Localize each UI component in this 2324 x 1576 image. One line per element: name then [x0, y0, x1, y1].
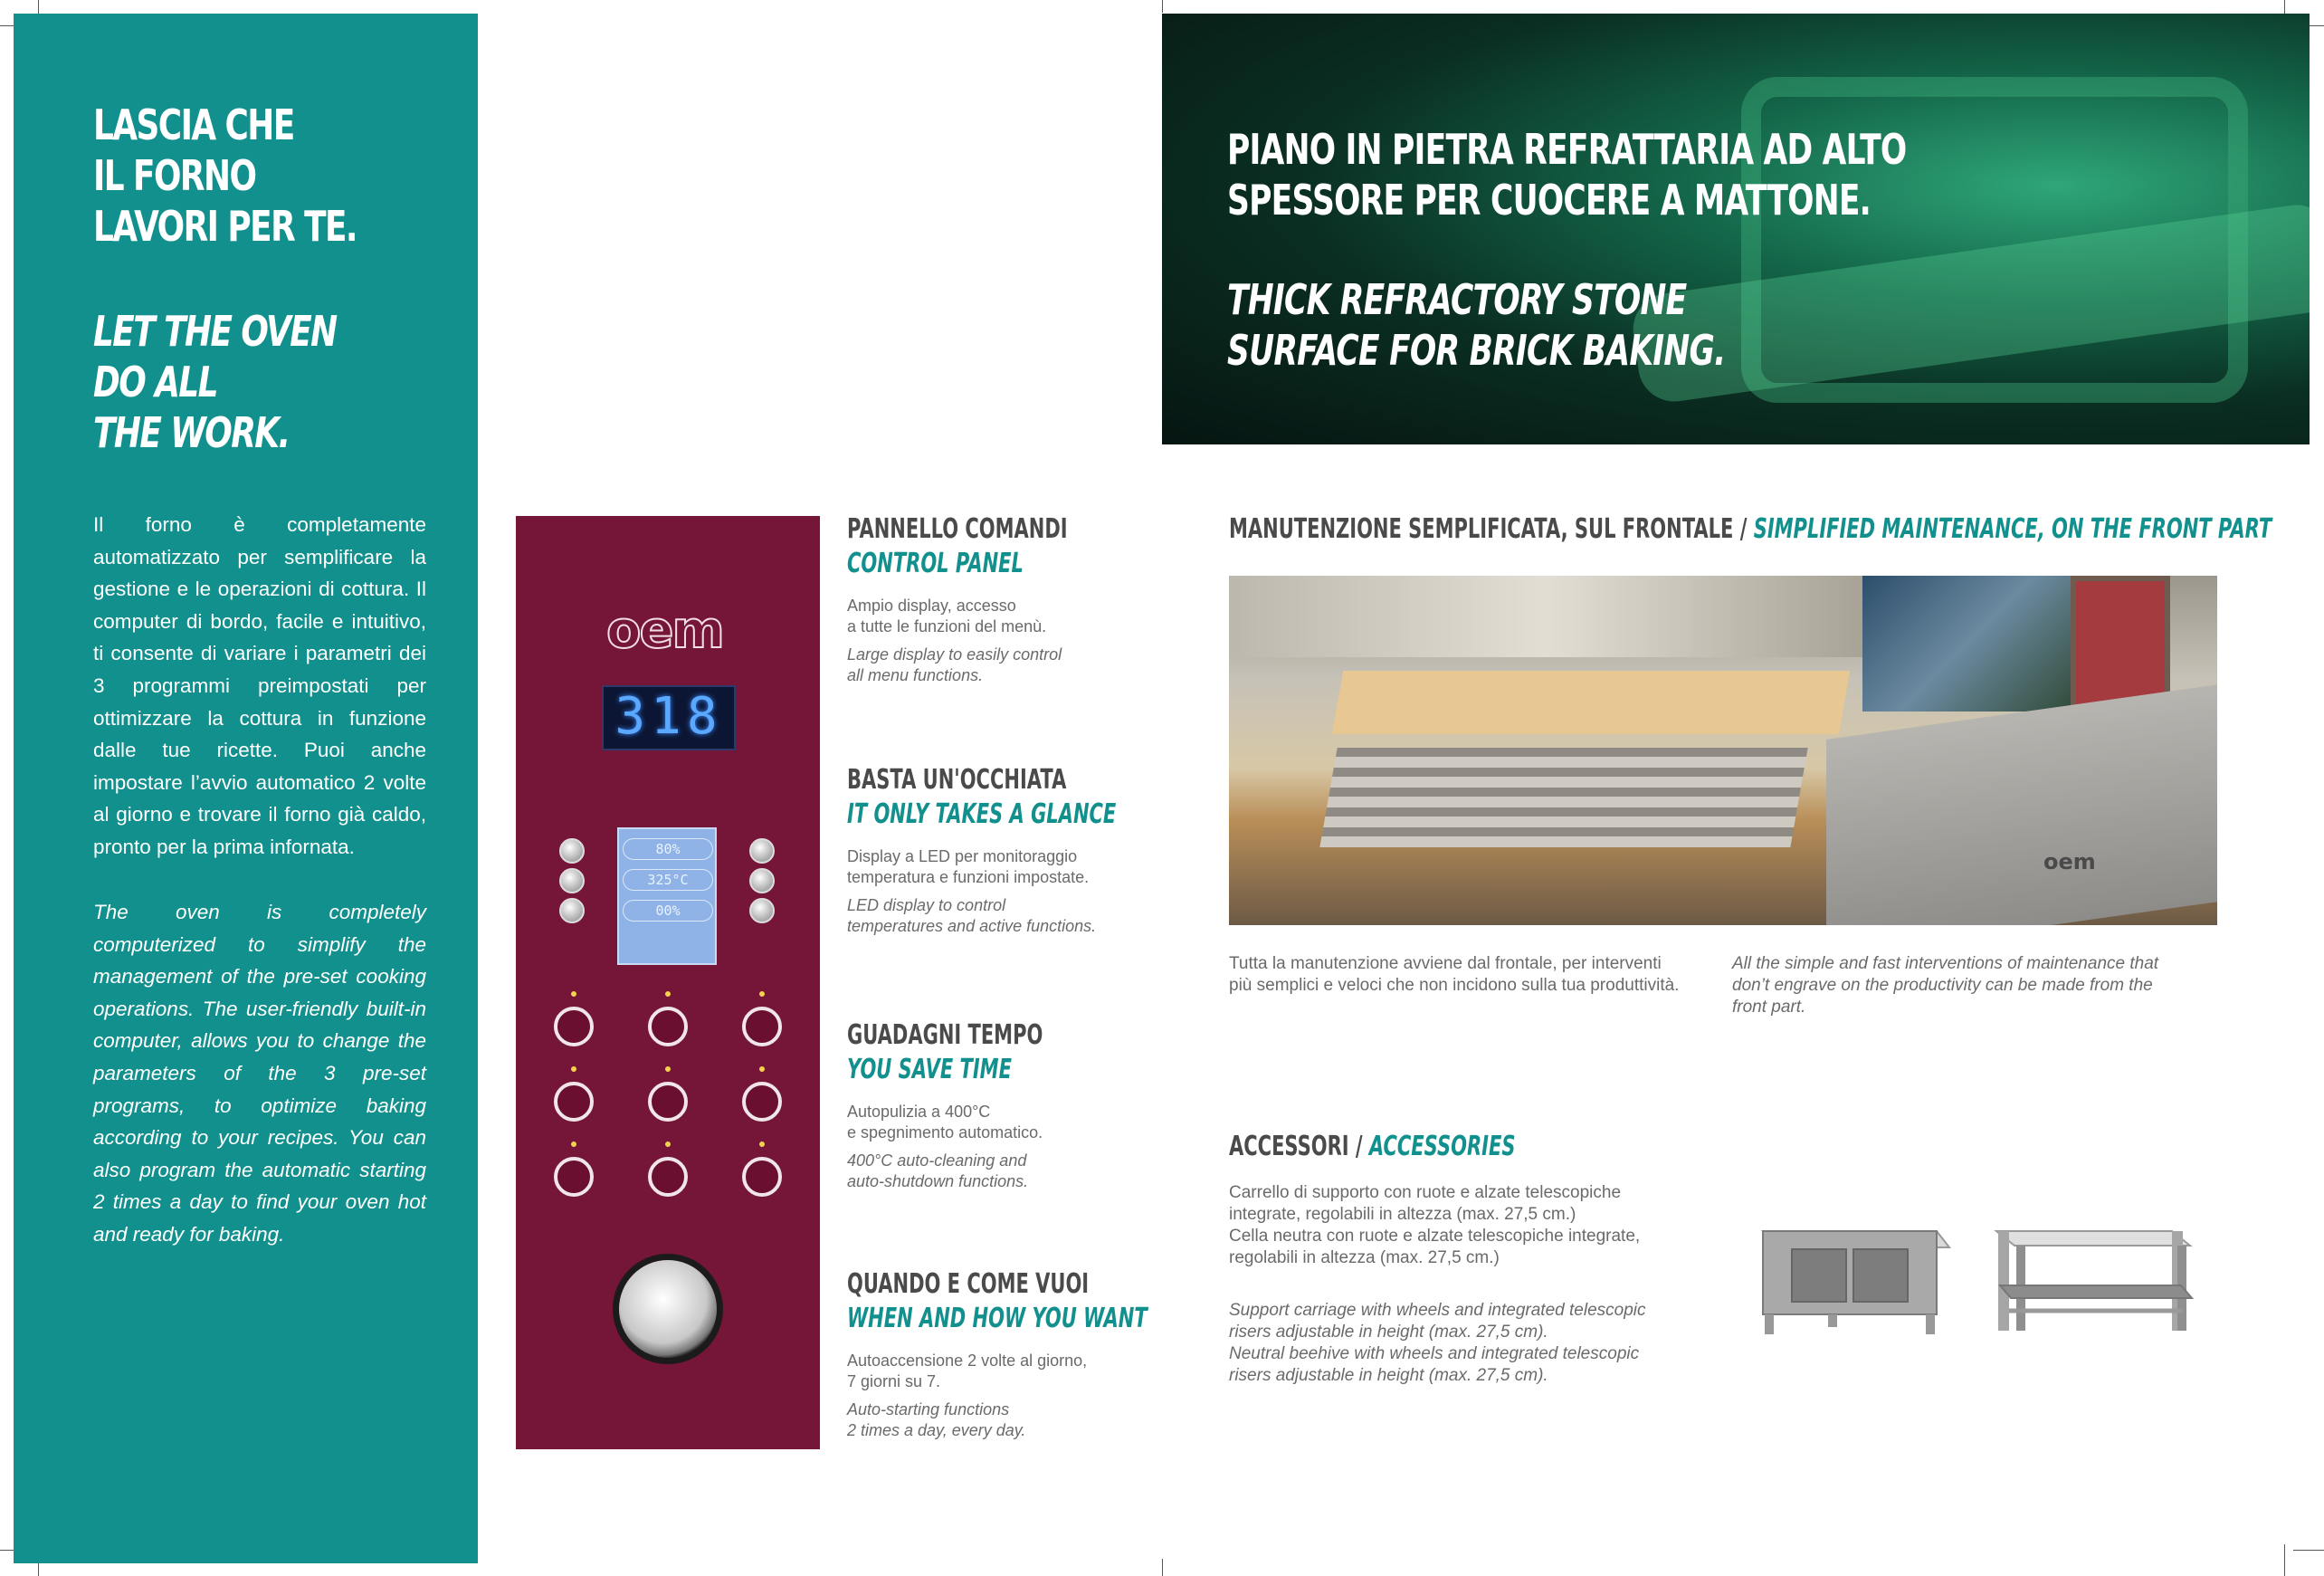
panel-button-small: [749, 838, 775, 864]
maintenance-text-it: Tutta la manutenzione avviene dal frontale, per interventi più semplici e veloci che non incidono sulla tua produttività.: [1229, 954, 1680, 995]
electronics-shape: [1862, 576, 2071, 712]
maintenance-text-en: All the simple and fast interventions of maintenance that don’t engrave on the productivity can be made from the front part.: [1732, 954, 2159, 1017]
neutral-cabinet-image: [1756, 1222, 1955, 1340]
accessories-heading-en: ACCESSORIES: [1368, 1131, 1516, 1162]
panel-button: [742, 1007, 782, 1046]
feature-text-it: Autopulizia a 400°C e spegnimento automatico.: [847, 1103, 1043, 1141]
cabinet-body: [1763, 1231, 1937, 1314]
feature-text-en: LED display to control temperatures and active functions.: [847, 896, 1097, 935]
feature-heading-it: QUANDO E COME VUOI: [847, 1268, 1090, 1300]
indicator-led: [759, 1141, 765, 1147]
feature-glance: [847, 763, 1128, 937]
panel-button: [648, 1007, 688, 1046]
panel-button-small: [559, 898, 585, 923]
feature-text-en: Large display to easily control all menu functions.: [847, 645, 1062, 684]
panel-button: [554, 1007, 594, 1046]
panel-button-small: [559, 838, 585, 864]
control-knob: [619, 1260, 717, 1358]
intro-title-en-line: LET THE OVEN: [93, 307, 337, 356]
feature-heading-it: GUADAGNI TEMPO: [847, 1019, 1043, 1051]
accessories-text-en: Support carriage with wheels and integrated telescopic risers adjustable in height (max. 27,5 cm). Neutral beehive with wheels and integrated telescopic risers adjustable in height (max. 27,5 cm).: [1229, 1301, 1646, 1385]
feature-text-it: Autoaccensione 2 volte al giorno, 7 giorni su 7.: [847, 1352, 1088, 1390]
indicator-led: [665, 1066, 671, 1072]
carriage-top: [1996, 1231, 2190, 1246]
intro-title-it-line: IL FORNO: [93, 151, 256, 200]
feature-heading-en: CONTROL PANEL: [847, 548, 1024, 579]
oven-stone-photo: [1162, 14, 2310, 444]
hero-title-it-line: SPESSORE PER CUOCERE A MATTONE.: [1227, 176, 1871, 224]
feature-heading-it: PANNELLO COMANDI: [847, 513, 1068, 545]
maintenance-heading: [1229, 512, 2272, 547]
maintenance-photo: [1229, 576, 2217, 925]
panel-button: [648, 1082, 688, 1122]
oem-logo: oem: [606, 601, 723, 660]
panel-button-small: [749, 898, 775, 923]
intro-title-en-line: DO ALL: [93, 358, 217, 406]
accessories-text-it: Carrello di supporto con ruote e alzate telescopiche integrate, regolabili in altezza (max. 27,5 cm.) Cella neutra con ruote e alzate telescopiche integrate, regolabili in altezza (max. 27,5 cm.): [1229, 1183, 1641, 1267]
oven-side-shape: [1826, 683, 2217, 925]
control-box-shape: [2071, 576, 2170, 712]
hero-title-en: [1227, 274, 1725, 376]
accessories-heading-it: ACCESSORI: [1229, 1131, 1349, 1162]
crop-mark: [1162, 1559, 1163, 1576]
cabinet-leg: [1765, 1314, 1774, 1334]
panel-button: [554, 1082, 594, 1122]
hero-title-en-line: SURFACE FOR BRICK BAKING.: [1227, 326, 1726, 375]
cabinet-door-left: [1792, 1249, 1846, 1302]
panel-button: [554, 1157, 594, 1197]
intro-title-it-line: LAVORI PER TE.: [93, 202, 357, 251]
lcd-row: 80%: [623, 838, 713, 860]
indicator-led: [665, 991, 671, 997]
feature-text-en: 400°C auto-cleaning and auto-shutdown functions.: [847, 1151, 1029, 1190]
tray-rails-shape: [1319, 748, 1807, 847]
feature-heading-it: BASTA UN'OCCHIATA: [847, 764, 1067, 796]
maintenance-heading-it: MANUTENZIONE SEMPLIFICATA, SUL FRONTALE: [1229, 513, 1734, 545]
cabinet-leg: [1926, 1314, 1935, 1334]
oven-chamber-shape: [1229, 576, 1862, 657]
feature-when-you-want: [847, 1267, 1148, 1441]
feature-control-panel: [847, 512, 1128, 686]
crop-mark: [1162, 0, 1163, 13]
indicator-led: [571, 1141, 576, 1147]
intro-title-it-line: LASCIA CHE: [93, 100, 294, 149]
cabinet-door-right: [1853, 1249, 1908, 1302]
lcd-row: 325°C: [623, 869, 713, 891]
panel-button-small: [559, 868, 585, 893]
heading-separator: /: [1733, 513, 1754, 545]
panel-button: [742, 1082, 782, 1122]
support-carriage-image: [1991, 1222, 2199, 1340]
intro-title-en: [93, 306, 337, 458]
control-panel-image: [516, 516, 820, 1449]
led-display: 318: [602, 685, 736, 750]
cabinet-leg: [1828, 1314, 1837, 1327]
indicator-led: [759, 1066, 765, 1072]
maintenance-heading-en: SIMPLIFIED MAINTENANCE, ON THE FRONT PART: [1753, 513, 2272, 545]
carriage-leg: [1998, 1231, 2009, 1331]
crop-mark: [2293, 1550, 2324, 1551]
oem-badge: oem: [2043, 849, 2096, 874]
hero-title-it: [1227, 124, 1906, 225]
lcd-screen: [617, 827, 717, 965]
intro-title-en-line: THE WORK.: [93, 408, 290, 457]
stone-slab-shape: [1332, 671, 1850, 734]
feature-text-it: Ampio display, accesso a tutte le funzioni del menù.: [847, 597, 1047, 635]
feature-heading-en: IT ONLY TAKES A GLANCE: [847, 798, 1117, 830]
hero-title-it-line: PIANO IN PIETRA REFRATTARIA AD ALTO: [1227, 125, 1907, 174]
heading-separator: /: [1348, 1131, 1369, 1162]
indicator-led: [759, 991, 765, 997]
panel-button: [648, 1157, 688, 1197]
indicator-led: [665, 1141, 671, 1147]
accessories-heading: [1229, 1130, 1515, 1164]
panel-button: [742, 1157, 782, 1197]
hero-title-en-line: THICK REFRACTORY STONE: [1227, 275, 1687, 324]
intro-body-en: The oven is completely computerized to simplify the management of the pre-set cooking operations. The user-friendly built-in computer, allows you to change the parameters of the 3 pre-set programs, to optimize baking according to your recipes. You can also program the automatic starting 2 times a day to find your oven hot and ready for baking.: [93, 901, 426, 1246]
indicator-led: [571, 991, 576, 997]
feature-heading-en: YOU SAVE TIME: [847, 1054, 1012, 1085]
indicator-led: [571, 1066, 576, 1072]
panel-button-small: [749, 868, 775, 893]
feature-text-it: Display a LED per monitoraggio temperatura e funzioni impostate.: [847, 847, 1090, 886]
feature-text-en: Auto-starting functions 2 times a day, every day.: [847, 1400, 1026, 1439]
intro-title-it: [93, 100, 357, 252]
intro-body-it: Il forno è completamente automatizzato per semplificare la gestione e le operazioni di cottura. Il computer di bordo, facile e intuitivo, ti consente di variare i parametri dei 3 programmi preimpostati per ottimizzare la cottura in funzione dalle tue ricette. Puoi anche impostare l’avvio automatico 2 volte al giorno e trovare il forno già caldo, pronto per la prima infornata.: [93, 513, 426, 858]
feature-save-time: [847, 1018, 1128, 1192]
crop-mark: [2284, 1544, 2285, 1576]
lcd-row: 00%: [623, 900, 713, 922]
feature-heading-en: WHEN AND HOW YOU WANT: [847, 1303, 1148, 1334]
carriage-shelf: [2000, 1285, 2192, 1298]
